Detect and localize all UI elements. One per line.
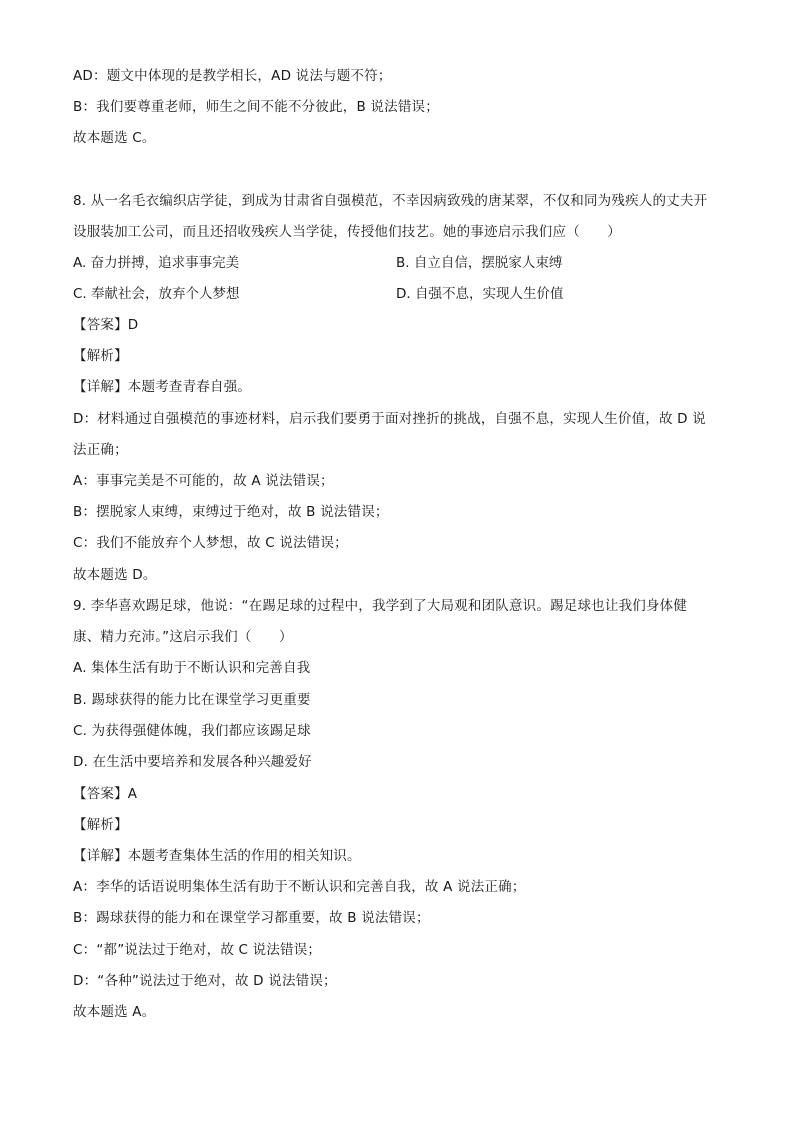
q8-analysis-title: 【解析】 — [73, 348, 128, 364]
q8-analysis-d-line-1: D：材料通过自强模范的事迹材料，启示我们要勇于面对挫折的挑战，自强不息，实现人生价值，故 D 说 — [73, 411, 706, 427]
q9-answer: 【答案】A — [73, 786, 138, 802]
q8-detail: 【详解】本题考查青春自强。 — [73, 379, 252, 395]
q9-option-b: B. 踢球获得的能力比在课堂学习更重要 — [73, 692, 311, 708]
q9-analysis-b: B：踢球获得的能力和在课堂学习都重要，故 B 说法错误； — [73, 910, 430, 926]
q8-option-c: C. 奉献社会，放弃个人梦想 — [73, 286, 240, 302]
q8-option-d: D. 自强不息，实现人生价值 — [396, 286, 564, 302]
q9-conclusion: 故本题选 A。 — [73, 1004, 156, 1020]
q8-conclusion: 故本题选 D。 — [73, 567, 157, 583]
q8-analysis-c: C：我们不能放弃个人梦想，故 C 说法错误； — [73, 535, 348, 551]
q9-analysis-a: A：李华的话语说明集体生活有助于不断认识和完善自我，故 A 说法正确； — [73, 879, 526, 895]
prev-conclusion: 故本题选 C。 — [73, 130, 156, 146]
q9-stem-line-1: 9. 李华喜欢踢足球，他说：“在踢足球的过程中，我学到了大局观和团队意识。踢足球也让我们身体健 — [73, 598, 688, 614]
q8-stem-line-1: 8. 从一名毛衣编织店学徒，到成为甘肃省自强模范，不幸因病致残的唐某翠，不仅和同为残疾人的丈夫开 — [73, 193, 708, 209]
q8-stem-line-2: 设服装加工公司，而且还招收残疾人当学徒，传授他们技艺。她的事迹启示我们应（ ） — [73, 224, 621, 240]
q8-option-a: A. 奋力拼搏，追求事事完美 — [73, 255, 240, 271]
prev-analysis-b: B：我们要尊重老师，师生之间不能不分彼此，B 说法错误； — [73, 99, 439, 115]
q9-detail: 【详解】本题考查集体生活的作用的相关知识。 — [73, 848, 361, 864]
q8-analysis-b: B：摆脱家人束缚，束缚过于绝对，故 B 说法错误； — [73, 504, 389, 520]
q9-option-d: D. 在生活中要培养和发展各种兴趣爱好 — [73, 754, 312, 770]
q8-analysis-d-line-2: 法正确； — [73, 442, 128, 458]
q9-analysis-c: C：“都”说法过于绝对，故 C 说法错误； — [73, 942, 322, 958]
q8-option-b: B. 自立自信，摆脱家人束缚 — [396, 255, 563, 271]
q9-option-c: C. 为获得强健体魄，我们都应该踢足球 — [73, 723, 311, 739]
q8-answer: 【答案】D — [73, 317, 139, 333]
q9-analysis-d: D：“各种”说法过于绝对，故 D 说法错误； — [73, 973, 337, 989]
q9-stem-line-2: 康、精力充沛。”这启示我们（ ） — [73, 629, 293, 645]
q9-analysis-title: 【解析】 — [73, 817, 128, 833]
q8-analysis-a: A：事事完美是不可能的，故 A 说法错误； — [73, 473, 334, 489]
prev-analysis-ad: AD：题文中体现的是教学相长，AD 说法与题不符； — [73, 68, 392, 84]
q9-option-a: A. 集体生活有助于不断认识和完善自我 — [73, 660, 311, 676]
